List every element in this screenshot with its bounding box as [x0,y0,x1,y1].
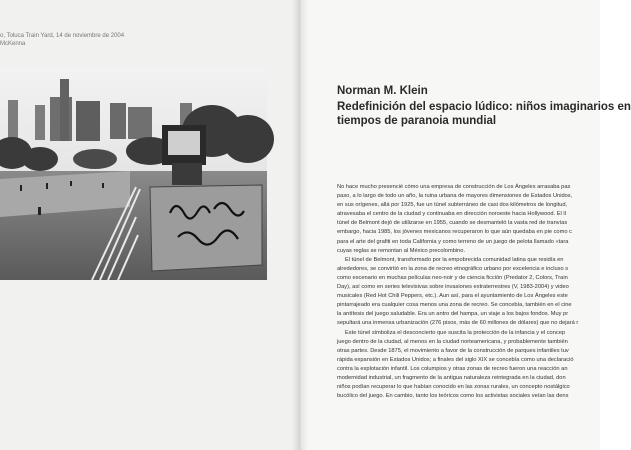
text-line: cuyas reglas se remontan al México precolombino. [337,247,466,254]
photo-illustration [0,67,267,280]
text-line: bucólico del juego. En cambio, tanto los teóricos como los activistas sociales veían las dens [337,393,569,400]
book-gutter [292,0,308,450]
text-line: modernidad industrial, un fragmento de la antigua naturaleza reintegrada en la ciudad, don [337,374,566,381]
text-line: como escenario en muchas películas neo-noir y de ciencia ficción (Predator 2, Colors, Train [337,274,568,281]
text-line: No hace mucho presencié cómo una empresa de construcción de Los Ángeles arrasaba pas [337,184,571,190]
text-line: juego dentro de la ciudad, al menos en la ciudad norteamericana, y probablemente también [337,338,568,345]
article-title [337,100,631,128]
text-line: Day), así como en series televisivas sobre invasiones extraterrestres (V, 1983-2004) y video [337,284,569,291]
text-line: otras partes. Desde 1875, el movimiento a favor de la construcción de parques infantiles tuv [337,347,569,354]
text-line: contra la explotación infantil. Los columpios y otras zonas de recreo fueron una reacción an [337,365,568,372]
text-line: rápida expansión en Estados Unidos; a finales del siglo XIX se concebía como una declaració [337,356,574,363]
text-line: musicales (Red Hot Chili Peppers, etc.). Aun así, para el ayuntamiento de Los Ángeles este [337,293,568,300]
text-line: El túnel de Belmont, transformado por la empobrecida comunidad latina que residía en [345,256,564,263]
text-line: Este túnel simboliza el desconcierto que suscita la protección de la infancia y el concep [345,329,566,336]
paragraph-2 [337,256,600,329]
caption-line-2: McKenna [0,41,26,47]
text-line: alrededores, se convirtió en la zona de recreo etnográfico urbano por excelencia e incluso s [337,265,569,272]
photo-caption [0,32,260,48]
text-line: en sus orígenes, allá por 1925, fue un túnel subterráneo de casi dos kilómetros de longitud, [337,202,568,209]
photograph [0,67,267,280]
article-body [337,183,600,401]
caption-line-1: o, Toluca Train Yard, 14 de noviembre de 2004 [0,33,125,39]
article-author: Norman M. Klein [337,85,428,97]
text-line: túnel de Belmont dejó de utilizarse en 1955, cuando se desmanteló la vasta red de tranvías [337,220,568,227]
text-line: para el arte del grafiti en toda California y como terreno de un juego de pelota llamado «tara [337,238,569,245]
left-page [0,0,300,450]
text-line: atravesaba el centro de la ciudad y continuaba en dirección noroeste hacia Hollywood. El ll [337,211,566,218]
title-line-2: tiempos de paranoia mundial [337,115,497,127]
paragraph-3 [337,329,600,402]
paragraph-1 [337,183,600,256]
text-line: sepultará una inmensa urbanización (276 pisos, más de 60 millones de dólares) que no dejará r [337,320,579,327]
text-line: embargo, hacia 1985, los jóvenes mexicanos recuperaron lo que aún quedaba en pie como c [337,229,572,236]
text-line: paso, a lo largo de todo un año, la ruina urbana de mayores dimensiones de Estados Unidos, [337,193,573,200]
text-line: la antítesis del juego saludable. Era un antro del hampa, un viaje a los bajos fondos. Muy pr [337,311,569,318]
text-line: niños podían recuperar lo que habían conocido en las zonas rurales, un concepto nostálgico [337,384,570,391]
title-line-1: Redefinición del espacio lúdico: niños imaginarios en [337,101,631,113]
text-line: pintarrajeado era cualquier cosa menos una zona de recreo. Se concebía, también en el cine [337,302,572,309]
